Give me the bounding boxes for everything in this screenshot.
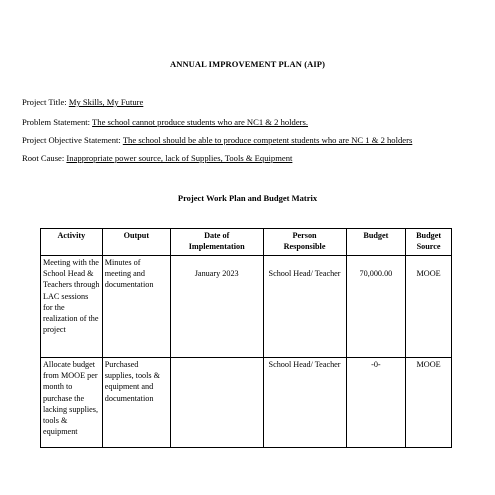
cell-person: School Head/ Teacher bbox=[263, 256, 346, 358]
matrix-title: Project Work Plan and Budget Matrix bbox=[177, 193, 318, 203]
cell-budget: -0- bbox=[346, 358, 406, 448]
cell-output: Minutes of meeting and documentation bbox=[102, 256, 170, 358]
cell-source: MOOE bbox=[406, 256, 452, 358]
table-row bbox=[41, 256, 452, 358]
project-title-value: My Skills, My Future bbox=[68, 97, 144, 107]
table-header-row bbox=[41, 229, 452, 256]
project-title-line bbox=[22, 97, 143, 107]
work-plan-budget-table bbox=[40, 228, 452, 448]
cell-activity: Meeting with the School Head & Teachers through LAC sessions for the realization of the project bbox=[41, 256, 103, 358]
header-output: Output bbox=[102, 229, 170, 256]
cell-person: School Head/ Teacher bbox=[263, 358, 346, 448]
project-title-label: Project Title: bbox=[22, 97, 67, 107]
objective-statement-label: Project Objective Statement: bbox=[22, 135, 121, 145]
cell-budget: 70,000.00 bbox=[346, 256, 406, 358]
root-cause-value: Inappropriate power source, lack of Supplies, Tools & Equipment bbox=[66, 153, 293, 163]
problem-statement-value: The school cannot produce students who are NC1 & 2 holders. bbox=[92, 117, 309, 127]
cell-output: Purchased supplies, tools & equipment and documentation bbox=[102, 358, 170, 448]
root-cause-label: Root Cause: bbox=[22, 153, 65, 163]
objective-statement-value: The school should be able to produce competent students who are NC 1 & 2 holders bbox=[122, 135, 413, 145]
table-row bbox=[41, 358, 452, 448]
header-source: Budget Source bbox=[406, 229, 452, 256]
header-date: Date of Implementation bbox=[170, 229, 263, 256]
header-activity: Activity bbox=[41, 229, 103, 256]
problem-statement-label: Problem Statement: bbox=[22, 117, 91, 127]
cell-date: January 2023 bbox=[170, 256, 263, 358]
header-budget: Budget bbox=[346, 229, 406, 256]
cell-date bbox=[170, 358, 263, 448]
cell-source: MOOE bbox=[406, 358, 452, 448]
objective-statement-line bbox=[22, 135, 412, 145]
root-cause-line bbox=[22, 153, 292, 163]
cell-activity: Allocate budget from MOOE per month to purchase the lacking supplies, tools & equipment bbox=[41, 358, 103, 448]
problem-statement-line bbox=[22, 117, 308, 127]
document-title: ANNUAL IMPROVEMENT PLAN (AIP) bbox=[169, 59, 326, 69]
header-person: Person Responsible bbox=[263, 229, 346, 256]
